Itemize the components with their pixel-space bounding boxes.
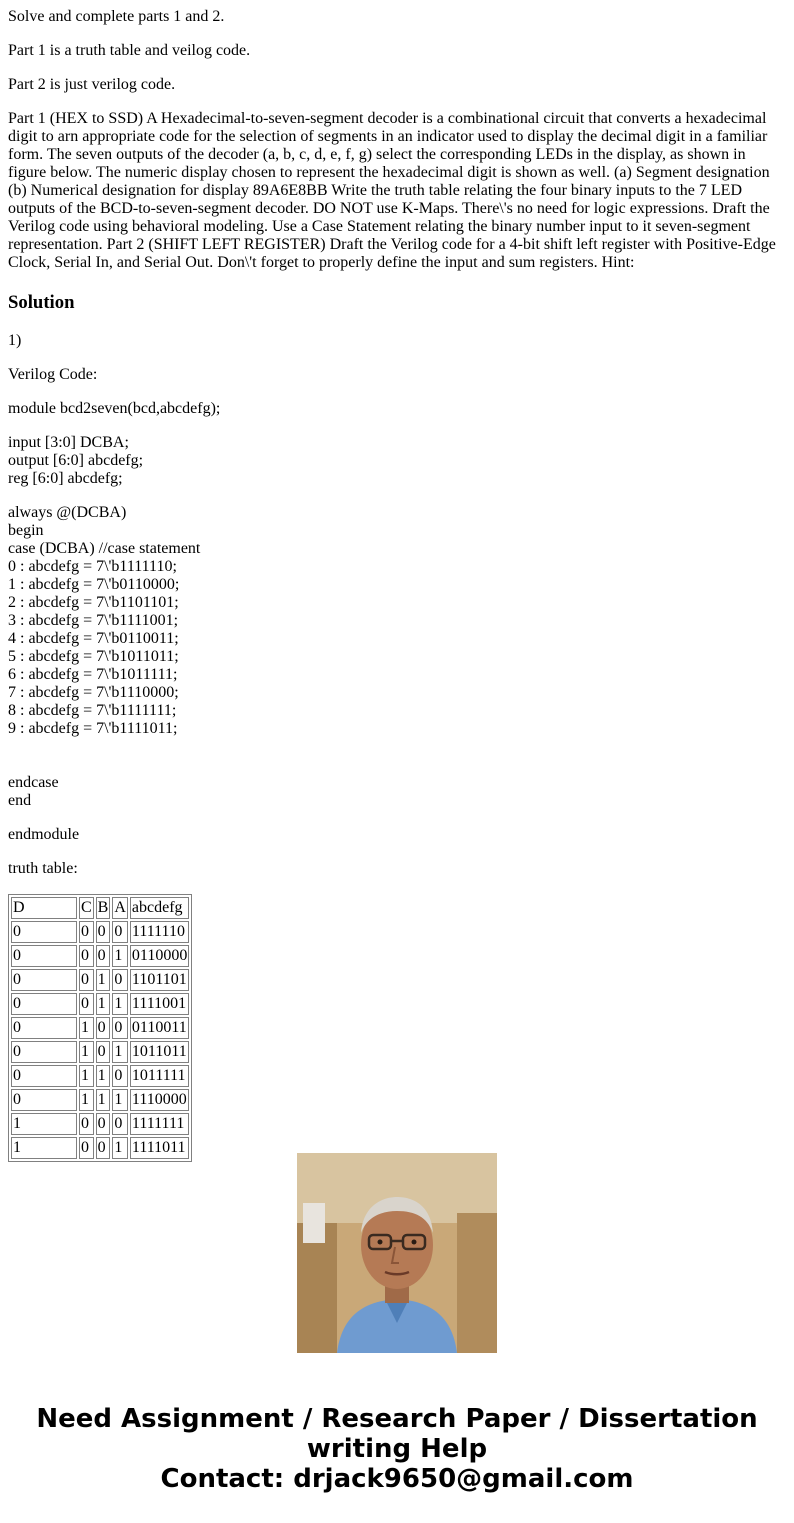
table-header-cell: D — [11, 897, 77, 919]
table-cell: 1 — [96, 993, 111, 1015]
table-cell: 1 — [96, 1089, 111, 1111]
table-cell: 0 — [112, 1113, 128, 1135]
table-cell: 1111111 — [130, 1113, 189, 1135]
table-cell: 1 — [112, 1137, 128, 1159]
table-header-row — [11, 897, 189, 919]
verilog-label: Verilog Code: — [8, 366, 98, 383]
table-row — [11, 1017, 189, 1039]
intro-line-2: Part 1 is a truth table and veilog code. — [8, 42, 251, 59]
table-cell: 0 — [96, 1113, 111, 1135]
code-line: case (DCBA) //case statement — [8, 540, 201, 557]
table-cell: 1111110 — [130, 921, 189, 943]
table-cell: 0 — [96, 945, 111, 967]
table-row — [11, 1113, 189, 1135]
table-cell: 0110011 — [130, 1017, 189, 1039]
table-cell: 0 — [11, 1089, 77, 1111]
banner-line-2: writing Help — [306, 1434, 488, 1464]
table-row — [11, 1137, 189, 1159]
table-cell: 1111011 — [130, 1137, 189, 1159]
table-row — [11, 921, 189, 943]
table-cell: 0 — [112, 969, 128, 991]
table-cell: 0 — [79, 1113, 94, 1135]
table-row — [11, 1041, 189, 1063]
table-cell: 1 — [112, 1089, 128, 1111]
table-cell: 1101101 — [130, 969, 189, 991]
document-body — [8, 0, 784, 1156]
code-line: 1 : abcdefg = 7\'b0110000; — [8, 576, 180, 593]
table-cell: 1 — [96, 969, 111, 991]
table-cell: 0 — [79, 921, 94, 943]
port-declarations — [8, 434, 784, 488]
table-cell: 1 — [11, 1113, 77, 1135]
table-cell: 1111001 — [130, 993, 189, 1015]
code-line: 6 : abcdefg = 7\'b1011111; — [8, 666, 178, 683]
code-line: end — [8, 792, 32, 809]
table-cell: 0 — [112, 1065, 128, 1087]
solution-heading: Solution — [8, 292, 75, 313]
table-cell: 1 — [112, 993, 128, 1015]
always-block — [8, 504, 784, 810]
truth-table — [8, 894, 192, 1162]
table-cell: 0 — [11, 1065, 77, 1087]
table-cell: 0110000 — [130, 945, 189, 967]
table-cell: 1 — [79, 1065, 94, 1087]
table-cell: 0 — [96, 921, 111, 943]
table-cell: 1 — [79, 1089, 94, 1111]
endmodule-line: endmodule — [8, 826, 80, 843]
blank-line — [8, 738, 784, 756]
code-line: 4 : abcdefg = 7\'b0110011; — [8, 630, 179, 647]
table-cell: 0 — [11, 921, 77, 943]
table-cell: 0 — [79, 945, 94, 967]
table-header-cell: A — [112, 897, 128, 919]
banner-contact-line: Contact: drjack9650@gmail.com — [160, 1464, 634, 1494]
table-cell: 0 — [11, 1041, 77, 1063]
table-cell: 1 — [11, 1137, 77, 1159]
code-line: 5 : abcdefg = 7\'b1011011; — [8, 648, 179, 665]
table-cell: 0 — [79, 1137, 94, 1159]
table-row — [11, 969, 189, 991]
table-cell: 1 — [79, 1041, 94, 1063]
table-header-cell: B — [96, 897, 111, 919]
code-line: begin — [8, 522, 44, 539]
table-header-cell: C — [79, 897, 94, 919]
table-cell: 0 — [112, 1017, 128, 1039]
table-row — [11, 1089, 189, 1111]
table-row — [11, 993, 189, 1015]
code-line: always @(DCBA) — [8, 504, 127, 521]
intro-line-3: Part 2 is just verilog code. — [8, 76, 176, 93]
table-cell: 0 — [96, 1041, 111, 1063]
code-line: reg [6:0] abcdefg; — [8, 470, 123, 487]
table-row — [11, 1065, 189, 1087]
truth-table-container — [8, 894, 784, 1156]
table-cell: 0 — [11, 969, 77, 991]
table-cell: 0 — [96, 1137, 111, 1159]
table-header-cell: abcdefg — [130, 897, 189, 919]
table-cell: 1011011 — [130, 1041, 189, 1063]
code-line: input [3:0] DCBA; — [8, 434, 129, 451]
table-cell: 0 — [11, 993, 77, 1015]
table-cell: 1011111 — [130, 1065, 189, 1087]
table-cell: 0 — [79, 993, 94, 1015]
part-number: 1) — [8, 332, 22, 349]
table-cell: 0 — [96, 1017, 111, 1039]
table-cell: 0 — [112, 921, 128, 943]
author-photo — [297, 1153, 497, 1353]
portrait-illustration — [297, 1153, 497, 1353]
code-line: 7 : abcdefg = 7\'b1110000; — [8, 684, 179, 701]
contact-banner — [0, 1404, 794, 1494]
table-cell: 1 — [96, 1065, 111, 1087]
code-line: 8 : abcdefg = 7\'b1111111; — [8, 702, 177, 719]
table-cell: 0 — [11, 945, 77, 967]
code-line: 0 : abcdefg = 7\'b1111110; — [8, 558, 177, 575]
truth-table-label: truth table: — [8, 860, 78, 877]
table-cell: 1110000 — [130, 1089, 189, 1111]
table-cell: 0 — [79, 969, 94, 991]
code-line: output [6:0] abcdefg; — [8, 452, 144, 469]
code-line: 3 : abcdefg = 7\'b1111001; — [8, 612, 179, 629]
table-cell: 1 — [79, 1017, 94, 1039]
code-line: 2 : abcdefg = 7\'b1101101; — [8, 594, 179, 611]
code-line: endcase — [8, 774, 59, 791]
table-cell: 1 — [112, 1041, 128, 1063]
banner-line-1: Need Assignment / Research Paper / Dissertation — [36, 1404, 758, 1434]
blank-line — [8, 756, 784, 774]
module-declaration: module bcd2seven(bcd,abcdefg); — [8, 400, 221, 417]
question-text: Part 1 (HEX to SSD) A Hexadecimal-to-seven-segment decoder is a combinational circuit that converts a hexadecimal digit to arn appropriate code for the selection of segments in an indicator used to display the decimal digit in a familiar form. The seven outputs of the decoder (a, b, c, d, e, f, g) select the corresponding LEDs in the display, as shown in figure below. The numeric display chosen to represent the hexadecimal digit is shown as well. (a) Segment designation (b) Numerical designation for display 89A6E8BB Write the truth table relating the four binary inputs to the 7 LED outputs of the BCD-to-seven-segment decoder. DO NOT use K-Maps. There\'s no need for logic expressions. Draft the Verilog code using behavioral modeling. Use a Case Statement relating the binary number input to it seven-segment representation. Part 2 (SHIFT LEFT REGISTER) Draft the Verilog code for a 4-bit shift left register with Positive-Edge Clock, Serial In, and Serial Out. Don\'t forget to properly define the input and sum registers. Hint: — [8, 110, 776, 271]
table-cell: 1 — [112, 945, 128, 967]
code-line: 9 : abcdefg = 7\'b1111011; — [8, 720, 178, 737]
intro-line-1: Solve and complete parts 1 and 2. — [8, 8, 225, 25]
table-cell: 0 — [11, 1017, 77, 1039]
table-row — [11, 945, 189, 967]
